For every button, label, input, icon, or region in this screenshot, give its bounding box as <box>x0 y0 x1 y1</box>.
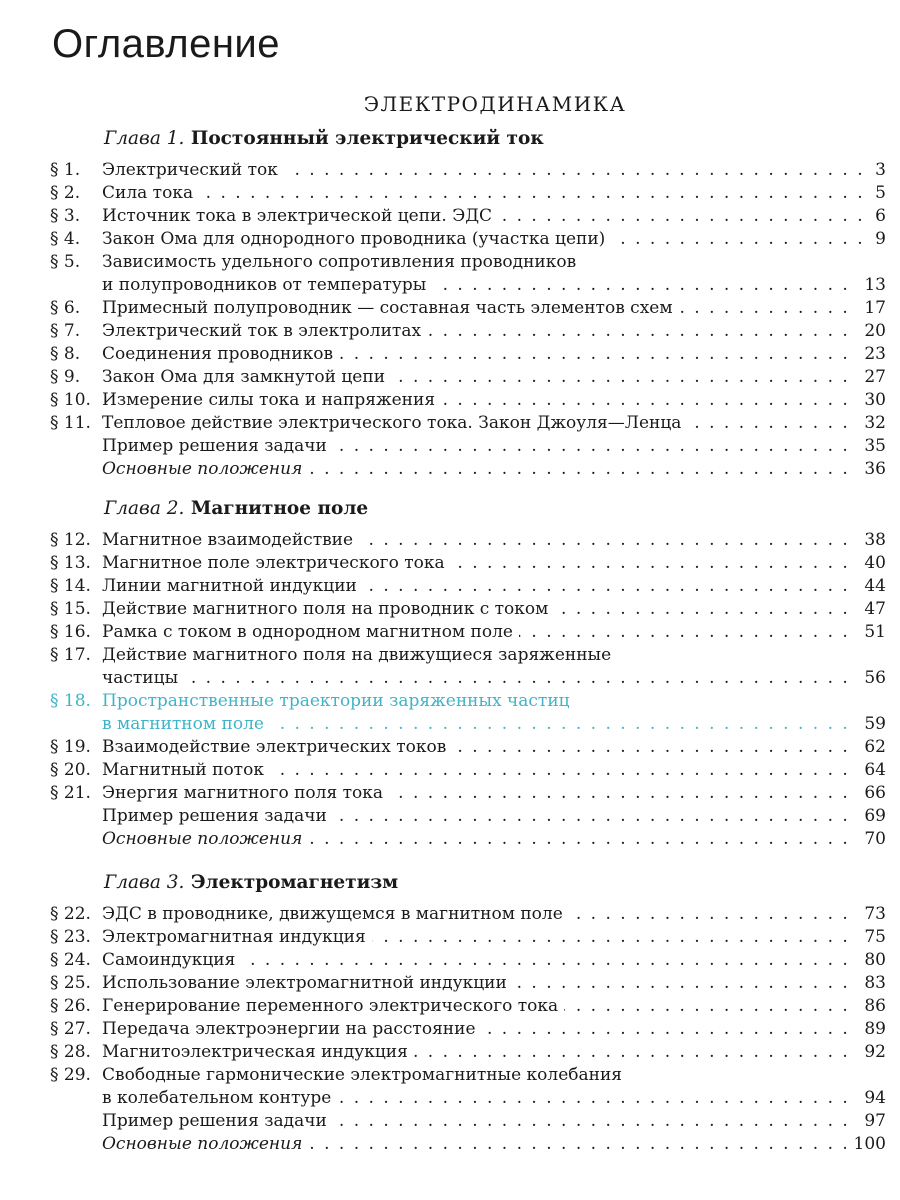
entry-title: частицы <box>102 668 184 688</box>
entry-title-leader <box>102 621 886 644</box>
entry-title-leader <box>102 713 886 736</box>
entry-title: Закон Ома для замкнутой цепи <box>102 367 391 387</box>
chapter-1-heading <box>104 128 544 149</box>
toc-entry[interactable] <box>50 903 886 926</box>
page-number: 59 <box>856 713 886 736</box>
toc-entry[interactable] <box>50 412 886 435</box>
toc-entry[interactable] <box>50 435 886 458</box>
entry-title: Самоиндукция <box>102 950 241 970</box>
toc-entry[interactable] <box>50 251 886 297</box>
entry-title-leader <box>102 274 886 297</box>
entry-title: Использование электромагнитной индукции <box>102 973 513 993</box>
page-number: 6 <box>867 205 886 228</box>
section-number: § 5. <box>50 252 81 272</box>
toc-entry[interactable] <box>50 182 886 205</box>
entry-title: в колебательном контуре <box>102 1088 337 1108</box>
page-number: 83 <box>856 972 886 995</box>
chapter-3-entries <box>50 903 886 1156</box>
toc-entry[interactable] <box>50 759 886 782</box>
section-number: § 14. <box>50 576 91 596</box>
toc-entry[interactable] <box>50 598 886 621</box>
toc-entry[interactable] <box>50 205 886 228</box>
toc-entry[interactable] <box>50 366 886 389</box>
entry-title: Линии магнитной индукции <box>102 576 363 596</box>
page-number: 73 <box>856 903 886 926</box>
chapter-1-entries <box>50 159 886 481</box>
page-number: 64 <box>856 759 886 782</box>
entry-title-leader <box>102 972 886 995</box>
entry-title: и полупроводников от температуры <box>102 275 432 295</box>
section-number: § 18. <box>50 691 91 711</box>
section-number: § 16. <box>50 622 91 642</box>
entry-title: Пример решения задачи <box>102 1111 333 1131</box>
entry-title: Магнитоэлектрическая индукция <box>102 1042 414 1062</box>
page-number: 36 <box>856 458 886 481</box>
entry-title-line-1: Пространственные траектории заряженных частиц <box>102 691 570 711</box>
section-number: § 21. <box>50 783 91 803</box>
toc-entry[interactable] <box>50 458 886 481</box>
entry-title-leader <box>102 552 886 575</box>
entry-title: ЭДС в проводнике, движущемся в магнитном поле <box>102 904 569 924</box>
toc-entry[interactable] <box>50 552 886 575</box>
toc-entry[interactable] <box>50 926 886 949</box>
section-number: § 2. <box>50 183 81 203</box>
section-number: § 15. <box>50 599 91 619</box>
section-number: § 8. <box>50 344 81 364</box>
entry-title-leader <box>102 949 886 972</box>
section-number: § 13. <box>50 553 91 573</box>
entry-title-leader <box>102 228 886 251</box>
page-number: 38 <box>856 529 886 552</box>
entry-title: Действие магнитного поля на проводник с током <box>102 599 554 619</box>
page-number: 44 <box>856 575 886 598</box>
entry-title-line-1: Зависимость удельного сопротивления проводников <box>102 252 577 272</box>
chapter-1-prefix: Глава 1. <box>104 128 185 149</box>
entry-title-leader <box>102 182 886 205</box>
toc-entry[interactable] <box>50 805 886 828</box>
chapter-2-prefix: Глава 2. <box>104 498 185 519</box>
entry-title: Сила тока <box>102 183 199 203</box>
entry-title-leader <box>102 1133 886 1156</box>
section-number: § 29. <box>50 1065 91 1085</box>
toc-entry[interactable] <box>50 320 886 343</box>
page-number: 92 <box>856 1041 886 1064</box>
toc-entry[interactable] <box>50 736 886 759</box>
toc-entry[interactable] <box>50 782 886 805</box>
chapter-2-name: Магнитное поле <box>190 498 369 519</box>
entry-title: Пример решения задачи <box>102 806 333 826</box>
entry-title: Электрический ток в электролитах <box>102 321 427 341</box>
section-number: § 1. <box>50 160 81 180</box>
toc-entry[interactable] <box>50 1133 886 1156</box>
toc-entry[interactable] <box>50 529 886 552</box>
page-number: 32 <box>856 412 886 435</box>
toc-entry[interactable] <box>50 343 886 366</box>
entry-title-leader <box>102 1087 886 1110</box>
entry-title: Пример решения задачи <box>102 436 333 456</box>
page-number: 80 <box>856 949 886 972</box>
page-number: 17 <box>856 297 886 320</box>
entry-title: Закон Ома для однородного проводника (участка цепи) <box>102 229 611 249</box>
section-number: § 7. <box>50 321 81 341</box>
entry-title-line-1: Действие магнитного поля на движущиеся заряженные <box>102 645 612 665</box>
page-number: 66 <box>856 782 886 805</box>
section-number: § 17. <box>50 645 91 665</box>
entry-title-leader <box>102 782 886 805</box>
toc-entry[interactable] <box>50 621 886 644</box>
page-number: 5 <box>867 182 886 205</box>
chapter-3-heading <box>104 872 398 893</box>
page-number: 70 <box>856 828 886 851</box>
page-number: 47 <box>856 598 886 621</box>
entry-title-leader <box>102 1041 886 1064</box>
toc-entry[interactable] <box>50 949 886 972</box>
entry-title: Взаимодействие электрических токов <box>102 737 452 757</box>
entry-title: Тепловое действие электрического тока. Закон Джоуля—Ленца <box>102 413 687 433</box>
entry-title-leader <box>102 1110 886 1133</box>
page-number: 97 <box>856 1110 886 1133</box>
page-number: 56 <box>856 667 886 690</box>
entry-title: Энергия магнитного поля тока <box>102 783 389 803</box>
entry-title: Электромагнитная индукция <box>102 927 372 947</box>
page-number: 62 <box>856 736 886 759</box>
section-number: § 27. <box>50 1019 91 1039</box>
page-number: 100 <box>846 1133 886 1156</box>
section-number: § 9. <box>50 367 81 387</box>
entry-title: Магнитное взаимодействие <box>102 530 359 550</box>
page-number: 27 <box>856 366 886 389</box>
page-number: 9 <box>867 228 886 251</box>
entry-title-leader <box>102 205 886 228</box>
page-number: 94 <box>856 1087 886 1110</box>
chapter-3-prefix: Глава 3. <box>104 872 185 893</box>
chapter-1-name: Постоянный электрический ток <box>190 128 544 149</box>
entry-title-leader <box>102 366 886 389</box>
entry-title: Передача электроэнергии на расстояние <box>102 1019 482 1039</box>
entry-title-leader <box>102 412 886 435</box>
entry-title-leader <box>102 736 886 759</box>
page-number: 69 <box>856 805 886 828</box>
section-number: § 10. <box>50 390 91 410</box>
entry-title-leader <box>102 320 886 343</box>
toc-entry[interactable] <box>50 644 886 690</box>
toc-entry[interactable] <box>50 690 886 736</box>
entry-title: Рамка с током в однородном магнитном поле <box>102 622 519 642</box>
entry-title: Примесный полупроводник — составная часть элементов схем <box>102 298 679 318</box>
entry-title-leader <box>102 435 886 458</box>
toc-entry[interactable] <box>50 995 886 1018</box>
section-number: § 6. <box>50 298 81 318</box>
entry-title: Основные положения <box>102 829 308 849</box>
section-number: § 20. <box>50 760 91 780</box>
section-number: § 3. <box>50 206 81 226</box>
entry-title: Генерирование переменного электрического тока <box>102 996 564 1016</box>
page-number: 20 <box>856 320 886 343</box>
entry-title-leader <box>102 529 886 552</box>
entry-title-leader <box>102 598 886 621</box>
section-number: § 28. <box>50 1042 91 1062</box>
toc-entry[interactable] <box>50 972 886 995</box>
entry-title: Магнитный поток <box>102 760 270 780</box>
page-number: 51 <box>856 621 886 644</box>
entry-title-leader <box>102 903 886 926</box>
toc-entry[interactable] <box>50 228 886 251</box>
page-number: 30 <box>856 389 886 412</box>
page-number: 75 <box>856 926 886 949</box>
entry-title-leader <box>102 1018 886 1041</box>
page-number: 3 <box>867 159 886 182</box>
entry-title-line-1: Свободные гармонические электромагнитные колебания <box>102 1065 623 1085</box>
entry-title: в магнитном поле <box>102 714 270 734</box>
chapter-2-entries <box>50 529 886 851</box>
toc-entry[interactable] <box>50 297 886 320</box>
toc-entry[interactable] <box>50 159 886 182</box>
section-number: § 12. <box>50 530 91 550</box>
toc-entry[interactable] <box>50 389 886 412</box>
entry-title-leader <box>102 759 886 782</box>
toc-entry[interactable] <box>50 1018 886 1041</box>
page-number: 40 <box>856 552 886 575</box>
page-number: 86 <box>856 995 886 1018</box>
entry-title-leader <box>102 575 886 598</box>
entry-title: Соединения проводников <box>102 344 339 364</box>
entry-title-leader <box>102 805 886 828</box>
chapter-2-heading <box>104 498 368 519</box>
entry-title: Источник тока в электрической цепи. ЭДС <box>102 206 498 226</box>
chapter-3-name: Электромагнетизм <box>190 872 399 893</box>
entry-title: Магнитное поле электрического тока <box>102 553 451 573</box>
entry-title: Основные положения <box>102 1134 308 1154</box>
toc-entry[interactable] <box>50 1041 886 1064</box>
entry-title-leader <box>102 458 886 481</box>
entry-title-leader <box>102 828 886 851</box>
page-number: 35 <box>856 435 886 458</box>
page-title: Оглавление <box>52 22 281 66</box>
section-number: § 24. <box>50 950 91 970</box>
entry-title: Электрический ток <box>102 160 284 180</box>
entry-title-leader <box>102 667 886 690</box>
part-title: ЭЛЕКТРОДИНАМИКА <box>363 92 627 116</box>
section-number: § 26. <box>50 996 91 1016</box>
section-number: § 19. <box>50 737 91 757</box>
entry-title-leader <box>102 926 886 949</box>
entry-title-leader <box>102 389 886 412</box>
section-number: § 11. <box>50 413 91 433</box>
section-number: § 22. <box>50 904 91 924</box>
page-number: 23 <box>856 343 886 366</box>
page-number: 89 <box>856 1018 886 1041</box>
entry-title-leader <box>102 159 886 182</box>
toc-entry[interactable] <box>50 828 886 851</box>
page-number: 13 <box>856 274 886 297</box>
toc-entry[interactable] <box>50 1110 886 1133</box>
toc-entry[interactable] <box>50 575 886 598</box>
entry-title-leader <box>102 995 886 1018</box>
section-number: § 23. <box>50 927 91 947</box>
entry-title-leader <box>102 343 886 366</box>
toc-entry[interactable] <box>50 1064 886 1110</box>
section-number: § 25. <box>50 973 91 993</box>
entry-title: Измерение силы тока и напряжения <box>102 390 441 410</box>
section-number: § 4. <box>50 229 81 249</box>
entry-title: Основные положения <box>102 459 308 479</box>
entry-title-leader <box>102 297 886 320</box>
